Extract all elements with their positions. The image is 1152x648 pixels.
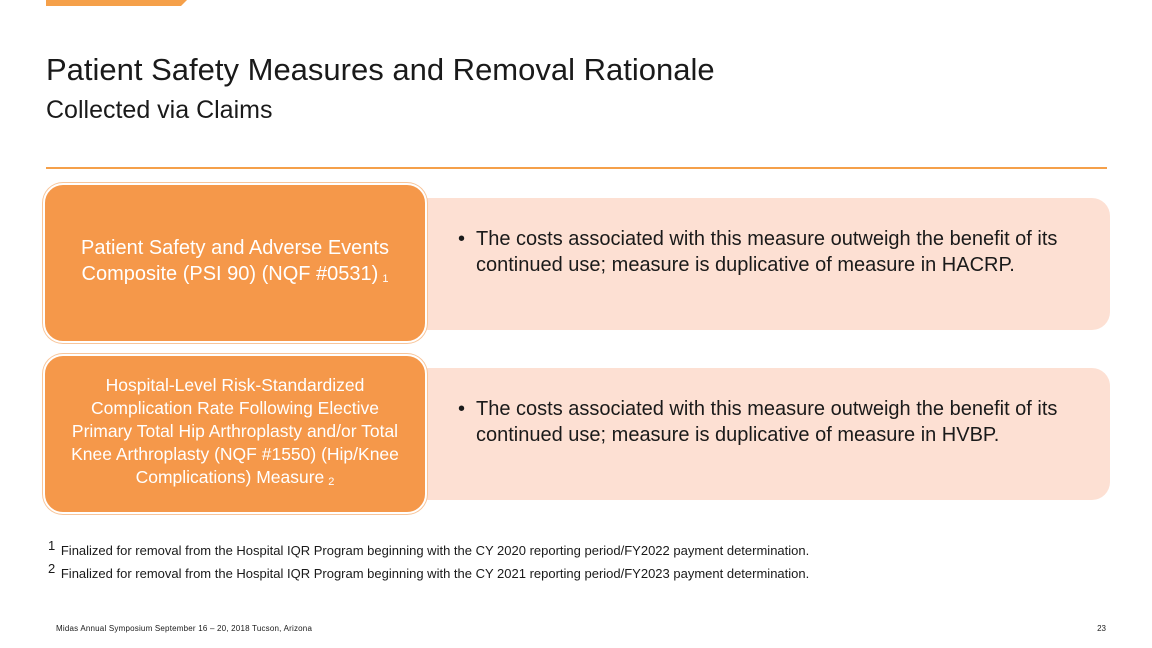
measure-label-box-1: [43, 183, 427, 343]
page-number: 23: [1097, 624, 1106, 633]
measure-label-box-2: [43, 354, 427, 514]
footnote-1: $^1$ Finalized for removal from the Hospital IQR Program beginning with the CY 2020 reporting period/FY2022 payment determination.: [48, 538, 810, 558]
footnote-ref-2: 2: [328, 476, 335, 488]
measure-label-2: Hospital-Level Risk-Standardized Complication Rate Following Elective Primary Total Hip Arthroplasty and/or Total Knee Arthroplasty (NQF #1550) (Hip/Knee Complications) Measure 2: [71, 375, 399, 488]
page-title: Patient Safety Measures and Removal Rationale: [46, 52, 715, 87]
rationale-box-1: [410, 198, 1110, 330]
rationale-box-2: [410, 368, 1110, 500]
top-accent-tab: [46, 0, 181, 6]
bullet-icon: •: [458, 398, 466, 420]
measure-label-1: Patient Safety and Adverse Events Composite (PSI 90) (NQF #0531) 1: [81, 236, 389, 285]
page-subtitle: Collected via Claims: [46, 96, 273, 124]
rationale-item-1: • The costs associated with this measure outweigh the benefit of its continued use; measure is duplicative of measure in HACRP.: [458, 228, 1058, 276]
footnote-ref-1: 1: [382, 272, 389, 285]
footnote-2: $^2$ Finalized for removal from the Hospital IQR Program beginning with the CY 2021 reporting period/FY2023 payment determination.: [48, 561, 810, 581]
bullet-icon: •: [458, 228, 466, 250]
rationale-item-2: • The costs associated with this measure outweigh the benefit of its continued use; measure is duplicative of measure in HVBP.: [458, 398, 1058, 446]
title-divider: [46, 167, 1107, 169]
footer-event: Midas Annual Symposium September 16 – 20, 2018 Tucson, Arizona: [56, 624, 313, 633]
